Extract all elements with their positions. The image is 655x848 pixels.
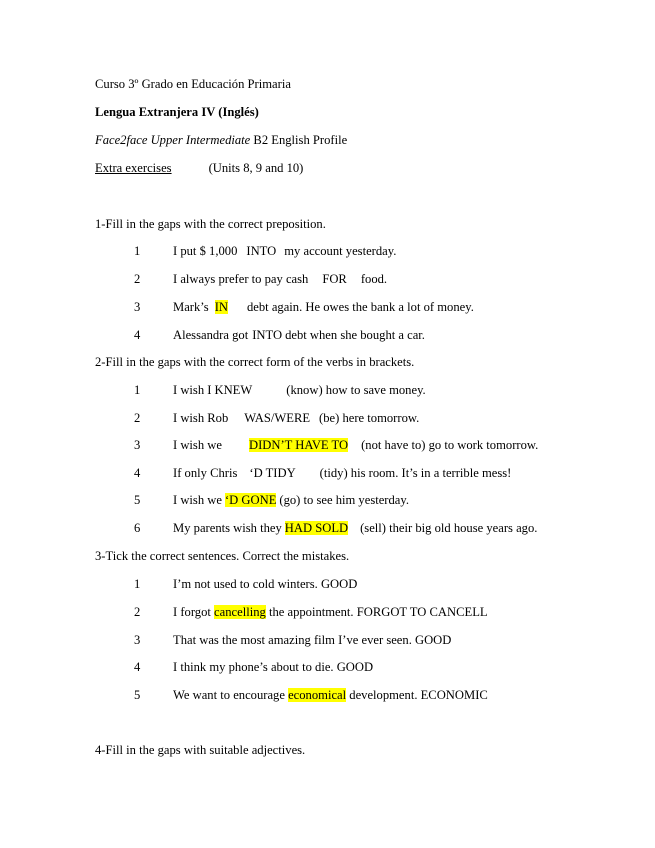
ex3-item-3-number: 3 <box>134 633 141 647</box>
ex3-item-2 <box>173 604 488 620</box>
ex2-item-2-answer: WAS/WERE <box>244 411 311 425</box>
ex3-item-1-text: I’m not used to cold winters. GOOD <box>173 577 358 591</box>
ex1-item-1 <box>173 243 396 259</box>
ex3-item-4-number: 4 <box>134 660 141 674</box>
ex1-item-4-text-a: Alessandra got <box>173 328 249 342</box>
ex3-title: 3-Tick the correct sentences. Correct the mistakes. <box>95 549 350 563</box>
ex3-item-5-highlight: economical <box>288 688 347 702</box>
ex2-item-2 <box>173 410 419 426</box>
ex2-item-4 <box>173 465 511 481</box>
ex3-item-5-text-a: We want to encourage <box>173 688 289 702</box>
book-line <box>95 132 347 148</box>
ex2-item-4-answer: ‘D TIDY <box>249 466 296 480</box>
ex4-title: 4-Fill in the gaps with suitable adjectives. <box>95 743 306 757</box>
ex2-item-5-number: 5 <box>134 493 141 507</box>
units-label: (Units 8, 9 and 10) <box>208 161 304 175</box>
ex1-item-2-text-b: food. <box>360 272 388 286</box>
ex3-item-4-text: I think my phone’s about to die. GOOD <box>173 660 374 674</box>
ex1-item-1-number: 1 <box>134 244 141 258</box>
ex2-item-4-number: 4 <box>134 466 141 480</box>
extra-label: Extra exercises <box>95 161 172 175</box>
ex2-item-3-answer: DIDN’T HAVE TO <box>248 438 349 452</box>
ex2-item-1-answer: KNEW <box>214 383 253 397</box>
ex3-item-2-text-b: the appointment. FORGOT TO CANCELL <box>265 605 488 619</box>
ex3-item-5-number: 5 <box>134 688 141 702</box>
ex3-item-3-text: That was the most amazing film I’ve ever seen. GOOD <box>173 633 452 647</box>
ex1-item-2-number: 2 <box>134 272 141 286</box>
ex2-item-4-text-a: If only Chris <box>173 466 238 480</box>
ex3-item-4 <box>173 659 373 675</box>
course-line: Curso 3º Grado en Educación Primaria <box>95 77 291 91</box>
ex1-item-4 <box>173 327 425 343</box>
ex1-item-4-number: 4 <box>134 328 141 342</box>
ex3-item-5-text-b: development. ECONOMIC <box>346 688 488 702</box>
ex1-item-2-text-a: I always prefer to pay cash <box>173 272 309 286</box>
ex2-item-6-answer: HAD SOLD <box>284 521 349 535</box>
ex2-item-6-number: 6 <box>134 521 141 535</box>
ex1-item-1-answer: INTO <box>246 244 277 258</box>
ex2-item-2-number: 2 <box>134 411 141 425</box>
ex2-item-2-text-a: I wish Rob <box>173 411 229 425</box>
ex1-item-3-number: 3 <box>134 300 141 314</box>
ex1-item-3-answer: IN <box>214 300 228 314</box>
ex3-item-3 <box>173 632 451 648</box>
ex2-item-5-text-b: (go) to see him yesterday. <box>279 493 410 507</box>
ex2-item-5-answer: ‘D GONE <box>224 493 277 507</box>
ex1-item-3-text-a: Mark’s <box>173 300 209 314</box>
ex3-item-2-number: 2 <box>134 605 141 619</box>
ex2-item-1 <box>173 382 426 398</box>
ex2-item-5-text-a: I wish we <box>173 493 222 507</box>
ex1-item-4-answer: INTO <box>252 328 283 342</box>
ex3-item-5 <box>173 687 488 703</box>
subject-line: Lengua Extranjera IV (Inglés) <box>95 105 259 119</box>
ex1-title: 1-Fill in the gaps with the correct preposition. <box>95 217 326 231</box>
ex2-item-6-text-a: My parents wish they <box>173 521 282 535</box>
ex3-item-1-number: 1 <box>134 577 141 591</box>
book-level: B2 English Profile <box>250 133 348 147</box>
ex3-item-1 <box>173 576 357 592</box>
ex2-item-2-text-b: (be) here tomorrow. <box>319 411 420 425</box>
ex1-item-2 <box>173 271 387 287</box>
ex2-item-4-text-b: (tidy) his room. It’s in a terrible mess! <box>319 466 512 480</box>
ex1-item-4-text-b: debt when she bought a car. <box>285 328 425 342</box>
ex1-item-3-text-b: debt again. He owes the bank a lot of money. <box>246 300 474 314</box>
ex1-item-1-text-a: I put $ 1,000 <box>173 244 238 258</box>
ex3-item-2-highlight: cancelling <box>214 605 266 619</box>
ex2-item-3-number: 3 <box>134 438 141 452</box>
ex1-item-3 <box>173 299 474 315</box>
ex2-title: 2-Fill in the gaps with the correct form of the verbs in brackets. <box>95 355 415 369</box>
ex2-item-3-text-b: (not have to) go to work tomorrow. <box>361 438 539 452</box>
ex2-item-5 <box>173 492 409 508</box>
ex2-item-6 <box>173 520 537 536</box>
ex2-item-6-text-b: (sell) their big old house years ago. <box>360 521 538 535</box>
ex2-item-1-text-b: (know) how to save money. <box>286 383 426 397</box>
ex1-item-1-text-b: my account yesterday. <box>284 244 397 258</box>
ex3-item-2-text-a: I forgot <box>173 605 215 619</box>
extra-line <box>95 160 303 176</box>
ex2-item-3 <box>173 437 538 453</box>
book-title: Face2face Upper Intermediate <box>95 133 251 147</box>
ex2-item-1-number: 1 <box>134 383 141 397</box>
ex2-item-1-text-a: I wish I <box>173 383 212 397</box>
ex1-item-2-answer: FOR <box>322 272 347 286</box>
ex2-item-3-text-a: I wish we <box>173 438 222 452</box>
